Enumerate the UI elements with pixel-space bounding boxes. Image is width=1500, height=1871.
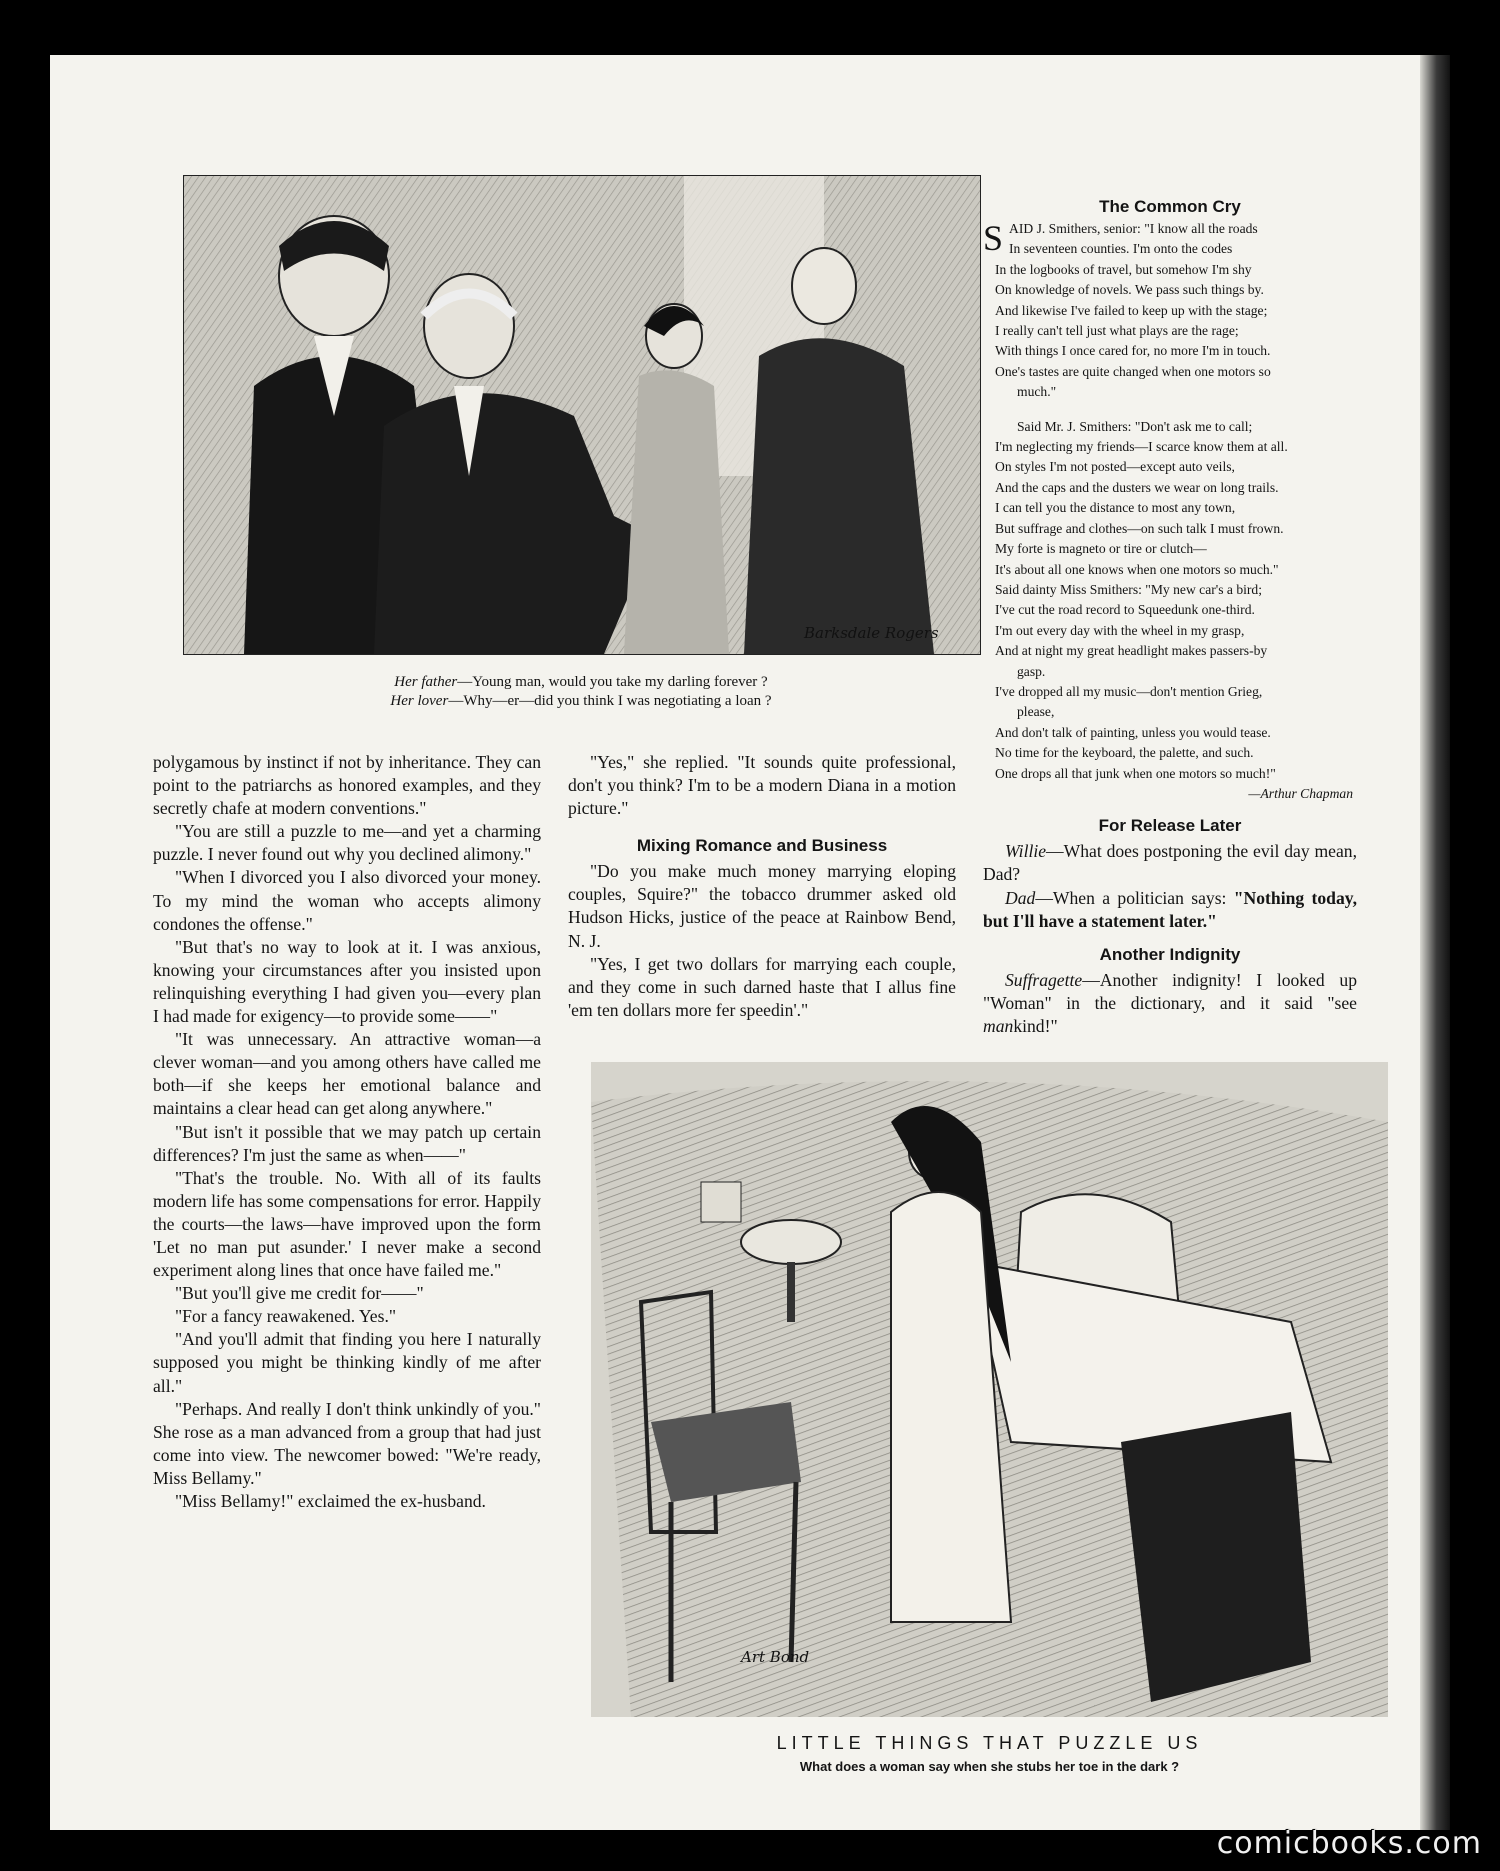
story-paragraph: "It was unnecessary. An attractive woman—a clever woman—and you among others have called me both—if she keeps her emotional balance and maintains a clear head can get along anywhere." [153,1029,541,1119]
indignity-line [983,969,1357,1038]
artist-signature-bottom: Art Bond [741,1648,810,1666]
poem-line: I can tell you the distance to most any town, [995,500,1236,516]
indignity-title: Another Indignity [1099,944,1241,964]
indignity-text-end: kind!" [1013,1015,1058,1036]
story-paragraph: "Perhaps. And really I don't think unkindly of you." She rose as a man advanced from a group that had just come into view. The newcomer bowed: "We're ready, Miss Bellamy." [153,1398,541,1488]
story-paragraph: "But that's no way to look at it. I was anxious, knowing your circumstances after you insisted upon relinquishing everything I had given you—every plan I had made for exigency—to provide some——" [153,936,541,1027]
poem-line: gasp. [1017,663,1046,679]
story-paragraph: "That's the trouble. No. With all of its faults modern life has some compensations for error. Happily the courts—the laws—have improved upon the form 'Let no man put asunder.' I never make a second experiment along lines that once have failed me." [153,1167,541,1281]
poem-line: But suffrage and clothes—on such talk I must frown. [995,520,1284,536]
poem-line: My forte is magneto or tire or clutch— [995,541,1207,557]
story-paragraph: "When I divorced you I also divorced your money. To my mind the woman who accepts alimony condones the offense." [153,867,541,934]
poem-line: please, [1017,704,1055,720]
poem-line: I've cut the road record to Squeedunk one-third. [995,602,1255,618]
poem-line: On styles I'm not posted—except auto veils, [995,459,1235,475]
poem-line: I really can't tell just what plays are the rage; [995,323,1239,339]
right-column [983,195,1357,1038]
poem-line: In the logbooks of travel, but somehow I'm shy [995,261,1252,277]
poem-line: And don't talk of painting, unless you would tease. [995,724,1271,740]
poem-author: —Arthur Chapman [1248,785,1353,801]
poem-line: AID J. Smithers, senior: "I know all the roads [1009,221,1258,236]
story-paragraph: "But you'll give me credit for——" [175,1283,424,1304]
poem-dropcap: S [983,218,1004,258]
release-title: For Release Later [1098,816,1242,836]
caption-line-lover: —Why—er—did you think I was negotiating a loan ? [448,693,772,709]
release-text-willie: —What does postponing the evil day mean, Dad? [983,841,1357,885]
top-illustration [183,175,981,655]
story-paragraph: polygamous by instinct if not by inheritance. They can point to the patriarchs as honored examples, and they secretly chafe at modern conventions." [153,752,541,819]
romance-title: Mixing Romance and Business [636,836,888,856]
poem-line: In seventeen counties. I'm onto the codes [1009,241,1233,257]
romance-paragraph: "Do you make much money marrying eloping couples, Squire?" the tobacco drummer asked old Hudson Hicks, justice of the peace at Rainbow Bend, N. J. [568,861,956,951]
poem-line: Said dainty Miss Smithers: "My new car's a bird; [995,581,1263,597]
magazine-page [50,55,1450,1830]
poem-line: I've dropped all my music—don't mention Grieg, [995,683,1263,699]
bottom-caption-subtitle: What does a woman say when she stubs her toe in the dark ? [799,1759,1180,1774]
caption-speaker-father: Her father [394,674,458,690]
poem-line: I'm out every day with the wheel in my grasp, [995,622,1245,638]
story-paragraph: "Yes," she replied. "It sounds quite professional, don't you think? I'm to be a modern Diana in a motion picture." [568,752,956,819]
poem-line: Said Mr. J. Smithers: "Don't ask me to call; [1017,418,1253,434]
poem-line: It's about all one knows when one motors so much." [995,561,1279,577]
release-text-dad: —When a politician says: [1035,887,1234,908]
poem-line: On knowledge of novels. We pass such things by. [995,282,1264,298]
poem-line: And the caps and the dusters we wear on long trails. [995,479,1279,495]
release-line-willie [983,840,1357,886]
poem-line: And at night my great headlight makes passers-by [995,643,1268,659]
indignity-speaker: Suffragette [1005,969,1083,990]
story-column-2 [568,751,956,1022]
drawing-parlor-scene [184,176,980,654]
romance-paragraph: "Yes, I get two dollars for marrying each couple, and they come in such darned haste that I allus fine 'em ten dollars more fer speedin'." [568,953,956,1020]
page-spine-shadow [1420,55,1450,1830]
bottom-illustration [591,1062,1388,1717]
release-line-dad [983,887,1357,933]
poem-line: much." [1017,384,1057,400]
poem-line: And likewise I've failed to keep up with the stage; [995,302,1268,318]
story-paragraph: "You are still a puzzle to me—and yet a charming puzzle. I never found out why you declined alimony." [153,821,541,865]
indignity-text-em: man [983,1015,1014,1036]
poem-line: I'm neglecting my friends—I scarce know them at all. [995,439,1288,455]
bottom-caption-title: LITTLE THINGS THAT PUZZLE US [776,1733,1203,1753]
drawing-bedroom-scene [591,1062,1388,1717]
poem-title: The Common Cry [1099,197,1241,216]
release-section [983,814,1357,932]
story-column-1 [153,751,541,1513]
indignity-section [983,943,1357,1038]
poem-body [983,219,1357,804]
story-paragraph: "Miss Bellamy!" exclaimed the ex-husband. [175,1491,486,1511]
site-watermark: comicbooks.com [1216,1826,1482,1861]
poem-line: One's tastes are quite changed when one motors so [995,363,1271,379]
poem-line: One drops all that junk when one motors so much!" [995,765,1276,781]
story-paragraph: "But isn't it possible that we may patch up certain differences? I'm just the same as when——" [153,1121,541,1165]
story-paragraph: "And you'll admit that finding you here I naturally supposed you might be thinking kindly of me after all." [153,1329,541,1396]
story-paragraph: "For a fancy reawakened. Yes." [175,1306,397,1327]
indignity-text: —Another indignity! I looked up "Woman" in the dictionary, and it said "see [983,969,1357,1013]
caption-speaker-lover: Her lover [390,693,449,709]
poem-line: With things I once cared for, no more I'm in touch. [995,343,1271,359]
release-text-dad-bold: "Nothing today, but I'll have a statement later." [983,887,1357,931]
release-speaker-willie: Willie [1005,841,1047,862]
poem-line: No time for the keyboard, the palette, and such. [995,745,1254,761]
artist-signature: Barksdale Rogers [804,624,939,642]
release-speaker-dad: Dad [1005,887,1036,908]
caption-line-father: —Young man, would you take my darling forever ? [457,674,768,690]
top-illustration-caption [183,673,979,711]
